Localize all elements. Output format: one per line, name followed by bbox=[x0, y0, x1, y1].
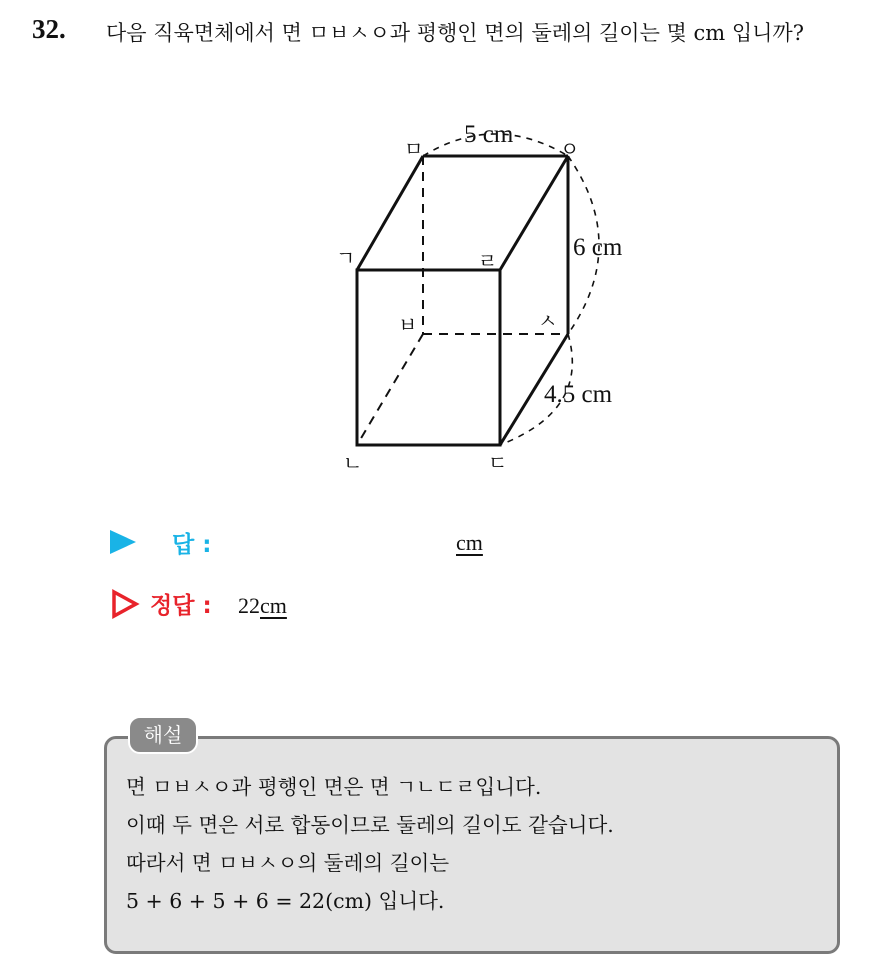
answer-unit: cm bbox=[456, 530, 483, 555]
vertex-label-g: ㅅ bbox=[538, 309, 558, 333]
dimension-label-depth: 4.5 cm bbox=[544, 381, 613, 408]
play-outline-icon bbox=[110, 589, 140, 619]
vertex-label-f: ㅂ bbox=[398, 313, 418, 337]
correct-answer-value bbox=[238, 593, 287, 619]
correct-answer-label: 정답 : bbox=[150, 593, 212, 619]
explanation-tag: 해설 bbox=[128, 716, 198, 754]
edge-a-e bbox=[357, 156, 423, 270]
correct-answer-number: 22 bbox=[238, 593, 260, 618]
vertex-label-e: ㅁ bbox=[404, 137, 424, 161]
answer-row bbox=[110, 524, 610, 564]
vertex-label-b: ㄴ bbox=[343, 451, 363, 475]
explanation-line: 이때 두 면은 서로 합동이므로 둘레의 길이도 같습니다. bbox=[126, 813, 614, 837]
play-filled-icon bbox=[110, 530, 136, 554]
question-number: 32. bbox=[32, 14, 66, 44]
front-face bbox=[357, 270, 500, 445]
dimension-label-side: 6 cm bbox=[573, 234, 623, 261]
edge-d-h bbox=[500, 156, 568, 270]
edge-f-b-hidden bbox=[357, 334, 423, 445]
explanation-line: 면 ㅁㅂㅅㅇ과 평행인 면은 면 ㄱㄴㄷㄹ입니다. bbox=[126, 775, 542, 799]
question-text: 다음 직육면체에서 면 ㅁㅂㅅㅇ과 평행인 면의 둘레의 길이는 몇 cm 입니까? bbox=[106, 21, 804, 45]
vertex-label-d: ㄹ bbox=[478, 249, 498, 273]
correct-answer-unit: cm bbox=[260, 593, 287, 618]
explanation-text bbox=[126, 768, 826, 920]
explanation-line: 5 + 6 + 5 + 6 = 22(cm) 입니다. bbox=[126, 889, 445, 913]
vertex-label-h: ㅇ bbox=[560, 137, 580, 161]
answer-label: 답 : bbox=[172, 532, 212, 558]
vertex-label-c: ㄷ bbox=[488, 451, 508, 475]
explanation-line: 따라서 면 ㅁㅂㅅㅇ의 둘레의 길이는 bbox=[126, 851, 450, 875]
dimension-label-top: 5 cm bbox=[464, 121, 514, 148]
vertex-label-a: ㄱ bbox=[336, 246, 356, 270]
correct-answer-row bbox=[110, 587, 610, 627]
